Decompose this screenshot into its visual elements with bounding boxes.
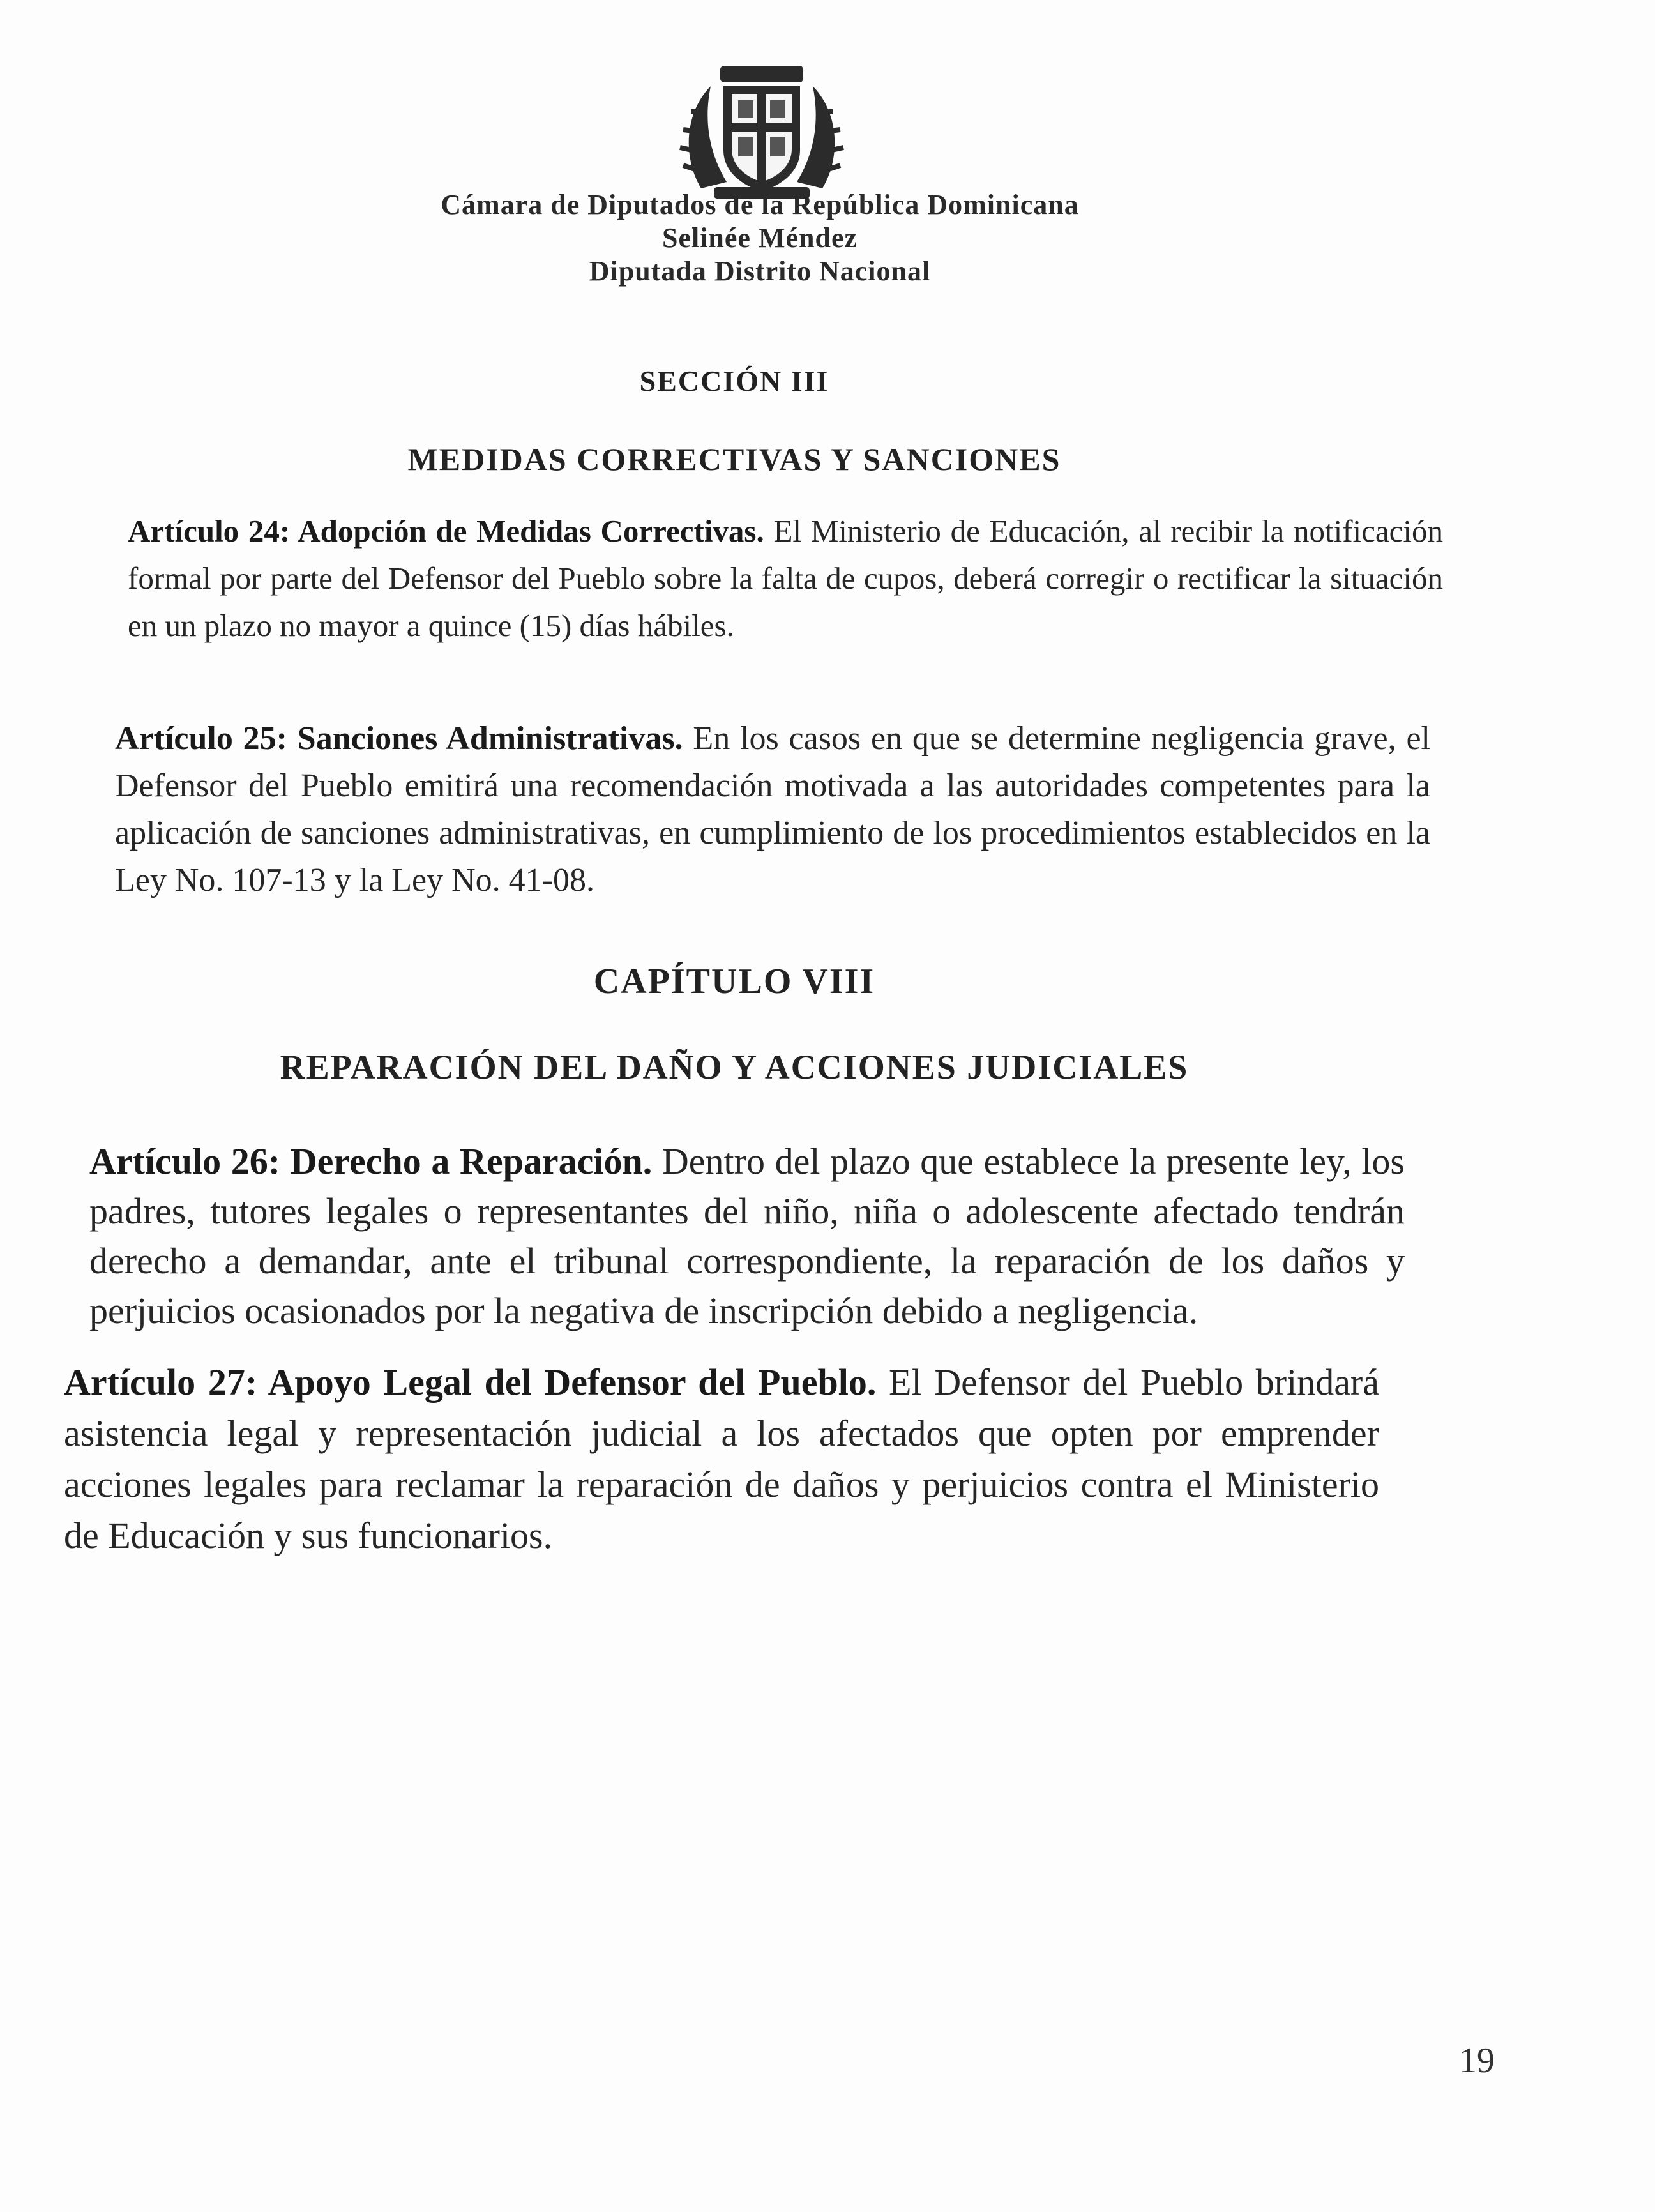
article-25 <box>115 715 1430 904</box>
section-subtitle: MEDIDAS CORRECTIVAS Y SANCIONES <box>407 441 1061 477</box>
article-26-body: Dentro del plazo que establece la presente ley, los padres, tutores legales o representantes del niño, niña o adolescente afectado tendrán derecho a demandar, ante el tribunal correspondiente, la reparación de los daños y perjuicios ocasionados por la negativa de inscripción debido a negligencia. <box>89 1140 1405 1331</box>
chamber-name: Cámara de Diputados de la República Dominicana <box>441 189 1079 220</box>
article-25-title: Artículo 25: Sanciones Administrativas. <box>115 720 683 757</box>
article-24-body: El Ministerio de Educación, al recibir la notificación formal por parte del Defensor del Pueblo sobre la falta de cupos, deberá corregir o rectificar la situación en un plazo no mayor a quince (15) días hábiles. <box>128 513 1443 643</box>
article-27-title: Artículo 27: Apoyo Legal del Defensor del Pueblo. <box>64 1361 877 1403</box>
article-24 <box>128 508 1443 649</box>
article-25-body: En los casos en que se determine negligencia grave, el Defensor del Pueblo emitirá una recomendación motivada a las autoridades competentes para la aplicación de sanciones administrativas, en cumplimiento de los procedimientos establecidos en la Ley No. 107-13 y la Ley No. 41-08. <box>115 720 1430 898</box>
page-number: 19 <box>1459 2041 1495 2080</box>
article-27 <box>64 1357 1379 1561</box>
dominican-coat-of-arms-icon <box>676 61 848 201</box>
deputy-name: Selinée Méndez <box>661 222 858 254</box>
chapter-subtitle: REPARACIÓN DEL DAÑO Y ACCIONES JUDICIALES <box>280 1048 1189 1086</box>
article-26-title: Artículo 26: Derecho a Reparación. <box>89 1140 653 1182</box>
deputy-role: Diputada Distrito Nacional <box>589 255 931 287</box>
article-26 <box>89 1137 1405 1336</box>
letterhead <box>287 188 1232 288</box>
chapter-title: CAPÍTULO VIII <box>593 962 875 1001</box>
article-24-title: Artículo 24: Adopción de Medidas Correctivas. <box>128 513 764 549</box>
section-title: SECCIÓN III <box>639 365 829 397</box>
article-27-body: El Defensor del Pueblo brindará asistencia legal y representación judicial a los afectados que opten por emprender acciones legales para reclamar la reparación de daños y perjuicios contra el Ministerio de Educación y sus funcionarios. <box>64 1361 1379 1556</box>
